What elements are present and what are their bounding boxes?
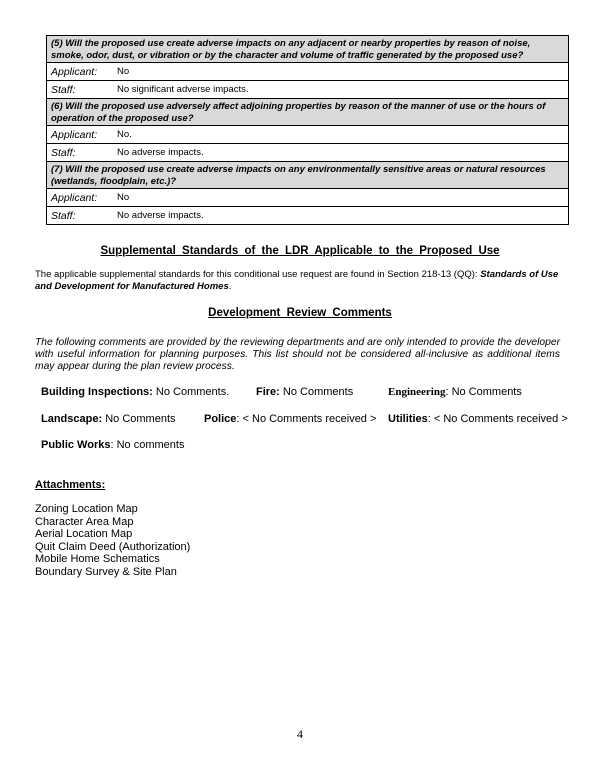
review-utilities: [388, 413, 568, 425]
review-engineering: [388, 386, 522, 398]
review-label: Fire:: [256, 386, 280, 398]
staff-label: Staff:: [47, 207, 114, 225]
applicant-label: Applicant:: [47, 126, 114, 144]
review-label: Utilities: [388, 413, 428, 425]
attachment-item: Aerial Location Map: [35, 528, 133, 540]
staff-answer: No adverse impacts.: [113, 207, 569, 225]
review-fire: [256, 386, 353, 398]
review-label: Landscape:: [41, 413, 103, 425]
supplemental-text-bold: Standards of Use and Development for Manufactured Homes: [35, 269, 559, 292]
attachment-item: Character Area Map: [35, 515, 134, 528]
supplemental-text-prefix: The applicable supplemental standards for this conditional use request are found in Section 218-13 (QQ):: [35, 269, 481, 280]
staff-label: Staff:: [47, 144, 114, 162]
applicant-answer: No.: [113, 126, 569, 144]
review-building-inspections: [41, 386, 229, 398]
staff-answer: No adverse impacts.: [113, 144, 569, 162]
attachment-item: Zoning Location Map: [35, 503, 138, 515]
review-label: Building Inspections:: [41, 386, 153, 398]
development-review-heading: Development Review Comments: [208, 307, 392, 319]
review-label: Public Works: [41, 439, 111, 451]
development-review-intro: The following comments are provided by the reviewing departments and are only intended to provide the developer with useful information for planning purposes. This list should not be considered all-inclusive as additional items may appear during the plan review process.: [35, 337, 560, 372]
review-label: Police: [204, 413, 237, 425]
review-landscape: [41, 413, 176, 425]
review-value: No Comments: [282, 386, 354, 398]
attachment-item: Mobile Home Schematics: [35, 553, 160, 565]
review-value: No Comments.: [155, 386, 230, 398]
attachment-item: Boundary Survey & Site Plan: [35, 565, 177, 578]
review-police: [204, 413, 376, 425]
review-public-works: [41, 439, 184, 451]
staff-answer: No significant adverse impacts.: [113, 81, 569, 99]
page-number: 4: [297, 727, 303, 741]
applicant-answer: No: [113, 189, 569, 207]
review-value: : < No Comments received >: [236, 413, 377, 425]
attachment-item: Quit Claim Deed (Authorization): [35, 540, 191, 553]
attachments-title: Attachments:: [35, 479, 106, 491]
supplemental-standards-text: [35, 269, 560, 293]
attachments-list: [35, 503, 190, 578]
review-value: : No Comments: [445, 386, 522, 398]
supplemental-standards-heading: Supplemental Standards of the LDR Applicable to the Proposed Use: [100, 245, 500, 257]
applicant-label: Applicant:: [47, 63, 114, 81]
question-7: (7) Will the proposed use create adverse impacts on any environmentally sensitive areas or natural resources (wetlands, floodplain, etc.)?: [47, 162, 569, 189]
applicant-label: Applicant:: [47, 189, 114, 207]
applicant-answer: No: [113, 63, 569, 81]
supplemental-text-suffix: .: [228, 281, 232, 292]
conditional-use-questions-table: [46, 35, 569, 225]
question-5: (5) Will the proposed use create adverse impacts on any adjacent or nearby properties by reason of noise, smoke, odor, dust, or vibration or by the character and volume of traffic generated by the proposed use?: [47, 36, 569, 63]
question-6: (6) Will the proposed use adversely affect adjoining properties by reason of the manner of use or the hours of operation of the proposed use?: [47, 99, 569, 126]
review-value: : No comments: [110, 439, 185, 451]
review-label: Engineering: [388, 386, 446, 398]
staff-label: Staff:: [47, 81, 114, 99]
review-value: No Comments: [105, 413, 176, 425]
review-value: : < No Comments received >: [427, 413, 568, 425]
